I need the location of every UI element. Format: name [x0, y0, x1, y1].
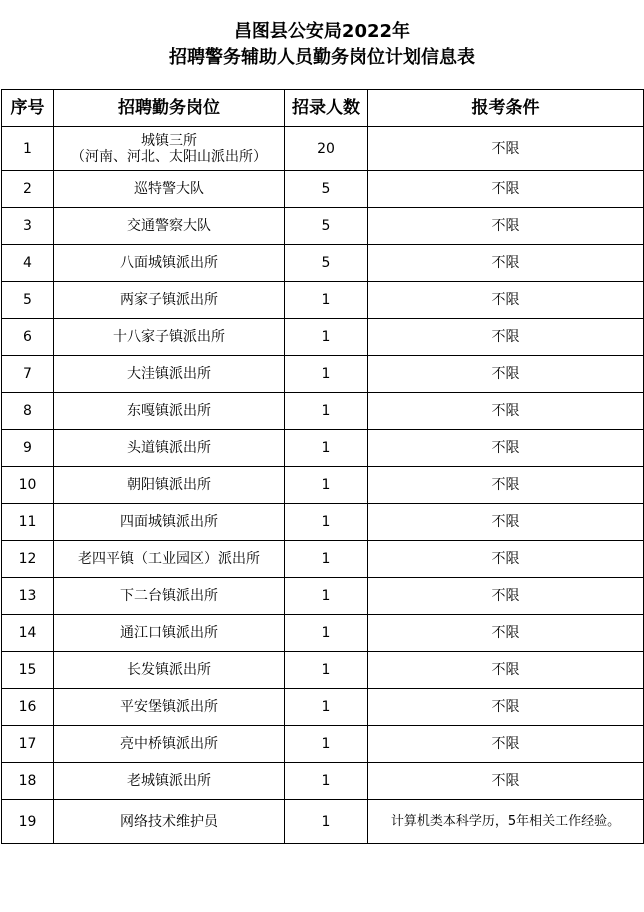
row-post: 巡特警大队	[54, 171, 285, 208]
table-row	[2, 319, 644, 356]
row-number: 18	[2, 763, 54, 800]
row-number: 3	[2, 208, 54, 245]
row-count: 1	[285, 319, 368, 356]
row-post: 老四平镇（工业园区）派出所	[54, 541, 285, 578]
row-number: 11	[2, 504, 54, 541]
row-count: 1	[285, 726, 368, 763]
header-count: 招录人数	[285, 90, 368, 127]
row-conditions: 不限	[368, 726, 644, 763]
table-row	[2, 245, 644, 282]
row-number: 8	[2, 393, 54, 430]
table-row	[2, 689, 644, 726]
row-post: 朝阳镇派出所	[54, 467, 285, 504]
row-count: 1	[285, 689, 368, 726]
row-number: 6	[2, 319, 54, 356]
table-row	[2, 127, 644, 171]
row-count: 1	[285, 541, 368, 578]
table-row	[2, 171, 644, 208]
row-number: 10	[2, 467, 54, 504]
row-count: 1	[285, 356, 368, 393]
row-conditions: 不限	[368, 467, 644, 504]
row-conditions: 不限	[368, 430, 644, 467]
table-row	[2, 356, 644, 393]
row-post: 大洼镇派出所	[54, 356, 285, 393]
row-count: 1	[285, 393, 368, 430]
row-conditions: 不限	[368, 208, 644, 245]
row-post: 十八家子镇派出所	[54, 319, 285, 356]
header-conditions: 报考条件	[368, 90, 644, 127]
row-count: 5	[285, 245, 368, 282]
row-number: 12	[2, 541, 54, 578]
table-row	[2, 800, 644, 844]
table-row	[2, 578, 644, 615]
row-post: 网络技术维护员	[54, 800, 285, 844]
row-post: 两家子镇派出所	[54, 282, 285, 319]
table-row	[2, 615, 644, 652]
row-post: 下二台镇派出所	[54, 578, 285, 615]
table-row	[2, 763, 644, 800]
table-row	[2, 282, 644, 319]
row-number: 16	[2, 689, 54, 726]
row-number: 13	[2, 578, 54, 615]
row-conditions: 不限	[368, 393, 644, 430]
header-number: 序号	[2, 90, 54, 127]
row-post-line2: （河南、河北、太阳山派出所）	[71, 148, 267, 165]
row-count: 1	[285, 615, 368, 652]
row-post	[54, 127, 285, 171]
recruitment-table	[1, 89, 644, 844]
row-number: 14	[2, 615, 54, 652]
row-count: 1	[285, 504, 368, 541]
table-row	[2, 430, 644, 467]
row-count: 1	[285, 652, 368, 689]
table-row	[2, 504, 644, 541]
row-number: 4	[2, 245, 54, 282]
header-post: 招聘勤务岗位	[54, 90, 285, 127]
row-count: 1	[285, 430, 368, 467]
row-conditions: 不限	[368, 282, 644, 319]
document-title: 昌图县公安局2022年	[233, 21, 411, 42]
row-conditions: 不限	[368, 171, 644, 208]
row-post-line1: 城镇三所	[141, 132, 197, 149]
row-post: 四面城镇派出所	[54, 504, 285, 541]
row-number: 7	[2, 356, 54, 393]
row-count: 1	[285, 578, 368, 615]
row-conditions: 不限	[368, 319, 644, 356]
document-subtitle: 招聘警务辅助人员勤务岗位计划信息表	[169, 47, 475, 68]
table-row	[2, 393, 644, 430]
row-conditions: 不限	[368, 504, 644, 541]
table-row	[2, 467, 644, 504]
row-post: 交通警察大队	[54, 208, 285, 245]
row-count: 1	[285, 800, 368, 844]
table-row	[2, 652, 644, 689]
row-count: 20	[285, 127, 368, 171]
row-number: 19	[2, 800, 54, 844]
row-conditions	[368, 800, 644, 844]
row-conditions: 不限	[368, 689, 644, 726]
row-conditions: 不限	[368, 127, 644, 171]
table-header-row	[2, 90, 644, 127]
row-count: 1	[285, 763, 368, 800]
row-post: 长发镇派出所	[54, 652, 285, 689]
row-number: 1	[2, 127, 54, 171]
row-conditions: 不限	[368, 615, 644, 652]
row-post: 老城镇派出所	[54, 763, 285, 800]
row-conditions: 不限	[368, 763, 644, 800]
row-post: 亮中桥镇派出所	[54, 726, 285, 763]
row-post: 平安堡镇派出所	[54, 689, 285, 726]
row-post: 头道镇派出所	[54, 430, 285, 467]
row-conditions: 不限	[368, 541, 644, 578]
row-post: 通江口镇派出所	[54, 615, 285, 652]
row-conditions: 不限	[368, 245, 644, 282]
row-number: 2	[2, 171, 54, 208]
table-row	[2, 726, 644, 763]
row-count: 5	[285, 171, 368, 208]
row-conditions: 不限	[368, 578, 644, 615]
row-post: 八面城镇派出所	[54, 245, 285, 282]
table-row	[2, 208, 644, 245]
row-number: 5	[2, 282, 54, 319]
row-conditions-text: 计算机类本科学历，5年相关工作经验。	[390, 814, 621, 829]
row-count: 5	[285, 208, 368, 245]
row-number: 17	[2, 726, 54, 763]
row-count: 1	[285, 282, 368, 319]
row-number: 9	[2, 430, 54, 467]
row-conditions: 不限	[368, 356, 644, 393]
row-conditions: 不限	[368, 652, 644, 689]
row-number: 15	[2, 652, 54, 689]
row-post: 东嘎镇派出所	[54, 393, 285, 430]
table-row	[2, 541, 644, 578]
row-count: 1	[285, 467, 368, 504]
